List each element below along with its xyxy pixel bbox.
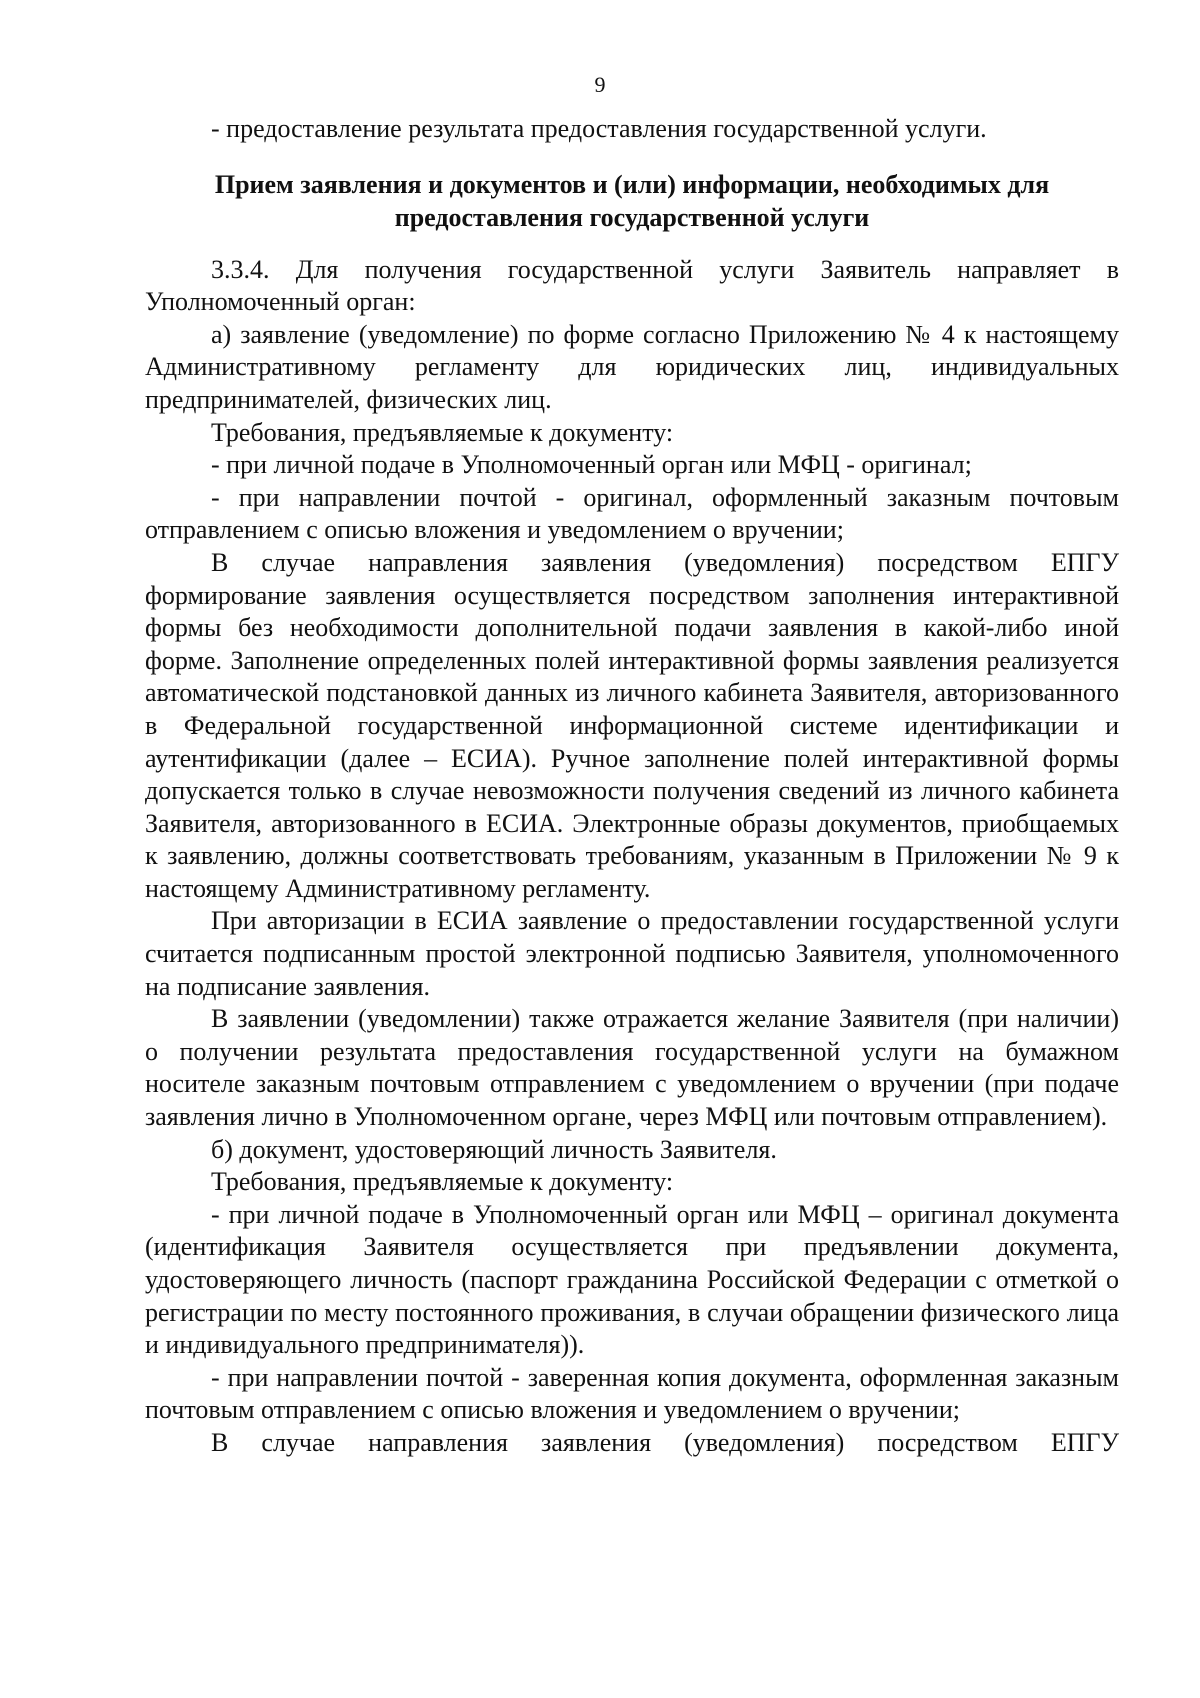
paragraph-requirements-2: Требования, предъявляемые к документу: xyxy=(211,1167,674,1197)
paragraph-personal-submission-2: - при личной подаче в Уполномоченный орган или МФЦ – оригинал документа (идентификация Заявителя осуществляется при предъявлении документа, удостоверяющего личность (паспорт гражданина Российской Федерации с отметкой о регистрации по месту постоянного проживания, в случаи обращении физического лица и индивидуального предпринимателя)). xyxy=(145,1199,1119,1360)
paragraph-3-3-4: 3.3.4. Для получения государственной услуги Заявитель направляет в Уполномоченный орган: xyxy=(145,254,1119,317)
paragraph-epgu-continuation: В случае направления заявления (уведомления) посредством ЕПГУ xyxy=(211,1427,1119,1457)
paragraph-personal-submission-1: - при личной подаче в Уполномоченный орган или МФЦ - оригинал; xyxy=(211,450,972,480)
page-number: 9 xyxy=(594,72,606,97)
paragraph-postal-submission-2: - при направлении почтой - заверенная копия документа, оформленная заказным почтовым отправлением с описью вложения и уведомлением о вручении; xyxy=(145,1362,1119,1425)
paragraph-postal-submission-1: - при направлении почтой - оригинал, оформленный заказным почтовым отправлением с описью вложения и уведомлением о вручении; xyxy=(145,482,1119,545)
paragraph-epgu-submission: В случае направления заявления (уведомления) посредством ЕПГУ формирование заявления осуществляется посредством заполнения интерактивной формы без необходимости дополнительной подачи заявления в какой-либо иной форме. Заполнение определенных полей интерактивной формы заявления реализуется автоматической подстановкой данных из личного кабинета Заявителя, авторизованного в Федеральной государственной информационной системе идентификации и аутентификации (далее – ЕСИА). Ручное заполнение полей интерактивной формы допускается только в случае невозможности получения сведений из личного кабинета Заявителя, авторизованного в ЕСИА. Электронные образы документов, приобщаемых к заявлению, должны соответствовать требованиям, указанным в Приложении № 9 к настоящему Административному регламенту. xyxy=(145,547,1119,903)
document-body xyxy=(145,113,1119,1460)
paragraph-item-b: б) документ, удостоверяющий личность Заявителя. xyxy=(211,1134,777,1164)
paragraph-requirements-1: Требования, предъявляемые к документу: xyxy=(211,417,674,447)
paragraph-result-item: - предоставление результата предоставления государственной услуги. xyxy=(211,114,987,143)
paragraph-item-a: а) заявление (уведомление) по форме согласно Приложению № 4 к настоящему Административному регламенту для юридических лиц, индивидуальных предпринимателей, физических лиц. xyxy=(145,319,1119,414)
section-heading: Прием заявления и документов и (или) информации, необходимых для предоставления государственной услуги xyxy=(214,169,1050,232)
paragraph-esia-authorization: При авторизации в ЕСИА заявление о предоставлении государственной услуги считается подписанным простой электронной подписью Заявителя, уполномоченного на подписание заявления. xyxy=(145,906,1119,1001)
paragraph-result-paper: В заявлении (уведомлении) также отражается желание Заявителя (при наличии) о получении результата предоставления государственной услуги на бумажном носителе заказным почтовым отправлением с уведомлением о вручении (при подаче заявления лично в Уполномоченном органе, через МФЦ или почтовым отправлением). xyxy=(145,1004,1119,1132)
